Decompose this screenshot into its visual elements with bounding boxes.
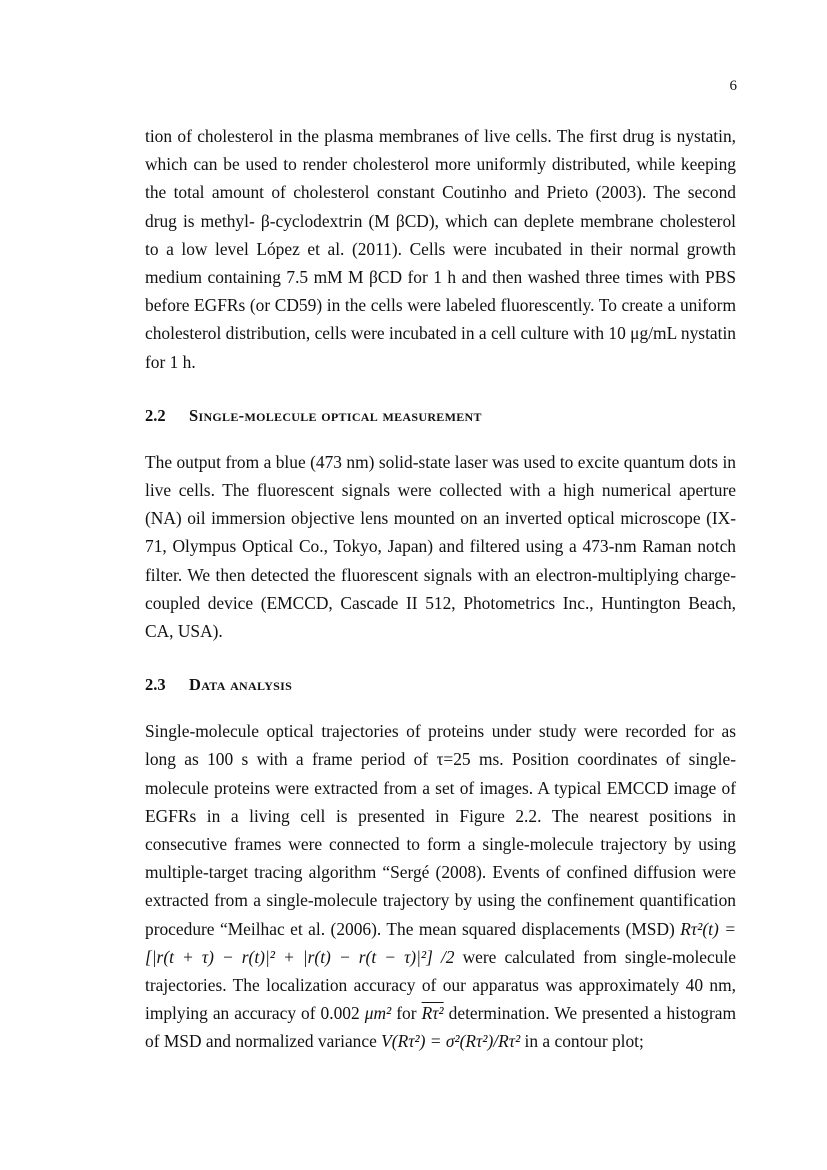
section-title: Data analysis — [189, 675, 293, 695]
section-number: 2.2 — [145, 405, 166, 425]
text-run: were calculated from single-molecule trajectories. The localization accuracy of our apparatus was approximately 40 nm, implying an accuracy of 0.002 — [145, 946, 736, 1024]
r-squared-symbol: Rτ² — [421, 1003, 444, 1024]
measurement-paragraph: The output from a blue (473 nm) solid-state laser was used to excite quantum dots in live cells. The fluorescent signals were collected with a high numerical aperture (NA) oil immersion objective lens mounted on an inverted optical microscope (IX-71, Olympus Optical Co., Tokyo, Japan) and filtered using a 473-nm Raman notch filter. We then detected the fluorescent signals with an electron-multiplying charge-coupled device (EMCCD, Cascade II 512, Photometrics Inc., Huntington Beach, CA, USA). — [145, 451, 736, 642]
text-run: determination. We presented a histogram of MSD and normalized variance — [145, 1003, 737, 1052]
data-analysis-paragraph — [145, 717, 736, 1055]
intro-paragraph: tion of cholesterol in the plasma membranes of live cells. The first drug is nystatin, which can be used to render cholesterol more uniformly distributed, while keeping the total amount of cholesterol constant Coutinho and Prieto (2003). The second drug is methyl- β-cyclodextrin (M βCD), which can deplete membrane cholesterol to a low level López et al. (2011). Cells were incubated in their normal growth medium containing 7.5 mM M βCD for 1 h and then washed three times with PBS before EGFRs (or CD59) in the cells were labeled fluorescently. To create a uniform cholesterol distribution, cells were incubated in a cell culture with 10 μg/mL nystatin for 1 h. — [145, 126, 736, 372]
page-number: 6 — [729, 78, 737, 94]
text-run: for — [396, 1003, 417, 1024]
unit-symbol: μm² — [364, 1003, 392, 1024]
section-number: 2.3 — [145, 675, 166, 695]
section-heading-2-2 — [145, 404, 736, 428]
section-heading-2-3 — [145, 673, 736, 697]
text-run: Single-molecule optical trajectories of proteins under study were recorded for as long as 100 s with a frame period of τ=25 ms. Position coordinates of single-molecule proteins were extracted from a set of images. A typical EMCCD image of EGFRs in a living cell is presented in Figure 2.2. The nearest positions in consecutive frames were connected to form a single-molecule trajectory by using multiple-target tracing algorithm “Sergé (2008). Events of confined diffusion were extracted from a single-molecule trajectory by using the confinement quantification procedure “Meilhac et al. (2006). The mean squared displacements (MSD) — [145, 721, 736, 939]
variance-equation: V(Rτ²) = σ²(Rτ²)/Rτ² — [381, 1031, 521, 1052]
page-body — [145, 122, 736, 1056]
msd-equation: Rτ²(t) = [|r(t + τ) − r(t)|² + |r(t) − r(t − τ)|²] /2 — [145, 918, 736, 967]
section-title: Single-molecule optical measurement — [189, 405, 482, 425]
text-run: in a contour plot; — [524, 1031, 644, 1052]
